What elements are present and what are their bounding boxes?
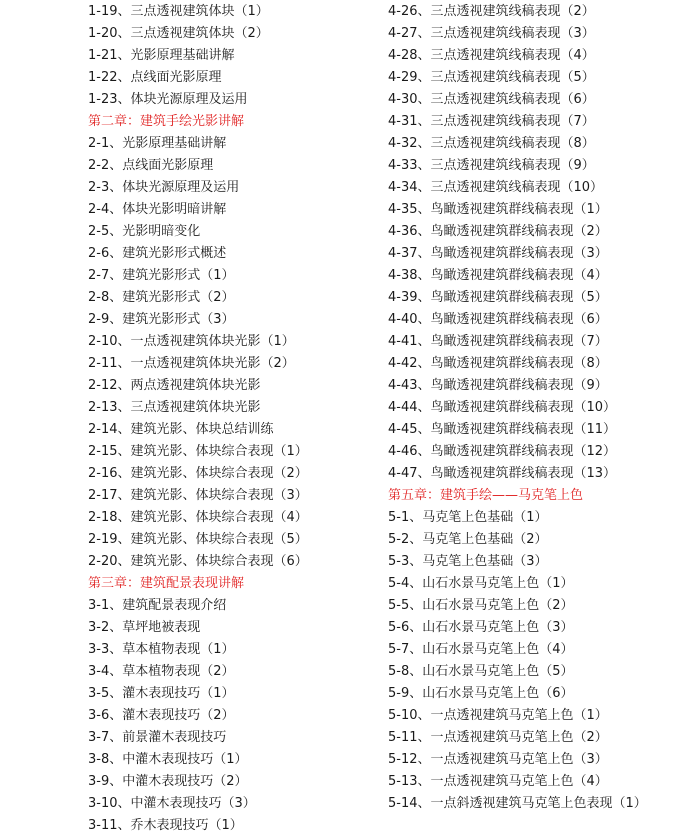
toc-column-right (388, 1, 688, 837)
chapter-heading: 第五章：建筑手绘——马克笔上色 (388, 488, 584, 503)
toc-entry: 5-6、山石水景马克笔上色（3） (388, 620, 574, 635)
toc-entry: 2-6、建筑光影形式概述 (88, 246, 227, 261)
toc-entry: 4-28、三点透视建筑线稿表现（4） (388, 48, 595, 63)
toc-entry: 2-4、体块光影明暗讲解 (88, 202, 227, 217)
toc-entry: 2-5、光影明暗变化 (88, 224, 201, 239)
toc-entry: 4-45、鸟瞰透视建筑群线稿表现（11） (388, 422, 617, 437)
toc-entry: 2-2、点线面光影原理 (88, 158, 214, 173)
toc-entry: 3-6、灌木表现技巧（2） (88, 708, 235, 723)
toc-entry: 4-33、三点透视建筑线稿表现（9） (388, 158, 595, 173)
toc-entry: 4-43、鸟瞰透视建筑群线稿表现（9） (388, 378, 608, 393)
toc-entry: 4-37、鸟瞰透视建筑群线稿表现（3） (388, 246, 608, 261)
toc-entry: 4-38、鸟瞰透视建筑群线稿表现（4） (388, 268, 608, 283)
toc-entry: 2-9、建筑光影形式（3） (88, 312, 235, 327)
toc-entry: 2-13、三点透视建筑体块光影 (88, 400, 261, 415)
toc-column-left (88, 1, 378, 837)
toc-entry: 4-27、三点透视建筑线稿表现（3） (388, 26, 595, 41)
toc-entry: 5-13、一点透视建筑马克笔上色（4） (388, 774, 608, 789)
toc-entry: 3-2、草坪地被表现 (88, 620, 201, 635)
toc-entry: 2-15、建筑光影、体块综合表现（1） (88, 444, 308, 459)
toc-entry: 4-46、鸟瞰透视建筑群线稿表现（12） (388, 444, 617, 459)
toc-entry: 4-34、三点透视建筑线稿表现（10） (388, 180, 604, 195)
toc-entry: 3-10、中灌木表现技巧（3） (88, 796, 256, 811)
toc-entry: 4-47、鸟瞰透视建筑群线稿表现（13） (388, 466, 617, 481)
toc-entry: 4-40、鸟瞰透视建筑群线稿表现（6） (388, 312, 608, 327)
toc-entry: 2-8、建筑光影形式（2） (88, 290, 235, 305)
toc-entry: 3-5、灌木表现技巧（1） (88, 686, 235, 701)
toc-entry: 2-7、建筑光影形式（1） (88, 268, 235, 283)
toc-entry: 1-23、体块光源原理及运用 (88, 92, 248, 107)
toc-entry: 1-21、光影原理基础讲解 (88, 48, 235, 63)
toc-entry: 3-3、草本植物表现（1） (88, 642, 235, 657)
toc-entry: 3-7、前景灌木表现技巧 (88, 730, 227, 745)
toc-entry: 5-4、山石水景马克笔上色（1） (388, 576, 574, 591)
toc-entry: 4-32、三点透视建筑线稿表现（8） (388, 136, 595, 151)
toc-entry: 2-10、一点透视建筑体块光影（1） (88, 334, 295, 349)
toc-entry: 4-29、三点透视建筑线稿表现（5） (388, 70, 595, 85)
toc-entry: 4-31、三点透视建筑线稿表现（7） (388, 114, 595, 129)
toc-entry: 3-9、中灌木表现技巧（2） (88, 774, 248, 789)
toc-entry: 5-12、一点透视建筑马克笔上色（3） (388, 752, 608, 767)
toc-entry: 2-11、一点透视建筑体块光影（2） (88, 356, 295, 371)
toc-entry: 4-36、鸟瞰透视建筑群线稿表现（2） (388, 224, 608, 239)
toc-entry: 2-20、建筑光影、体块综合表现（6） (88, 554, 308, 569)
toc-entry: 4-39、鸟瞰透视建筑群线稿表现（5） (388, 290, 608, 305)
toc-entry: 3-11、乔木表现技巧（1） (88, 818, 243, 833)
toc-entry: 4-35、鸟瞰透视建筑群线稿表现（1） (388, 202, 608, 217)
toc-entry: 5-14、一点斜透视建筑马克笔上色表现（1） (388, 796, 647, 811)
toc-entry: 3-4、草本植物表现（2） (88, 664, 235, 679)
toc-entry: 4-41、鸟瞰透视建筑群线稿表现（7） (388, 334, 608, 349)
toc-entry: 5-10、一点透视建筑马克笔上色（1） (388, 708, 608, 723)
toc-entry: 5-2、马克笔上色基础（2） (388, 532, 548, 547)
toc-entry: 4-26、三点透视建筑线稿表现（2） (388, 4, 595, 19)
toc-entry: 5-9、山石水景马克笔上色（6） (388, 686, 574, 701)
toc-entry: 5-5、山石水景马克笔上色（2） (388, 598, 574, 613)
toc-entry: 2-1、光影原理基础讲解 (88, 136, 227, 151)
toc-entry: 1-22、点线面光影原理 (88, 70, 222, 85)
chapter-heading: 第三章：建筑配景表现讲解 (88, 576, 245, 591)
toc-entry: 5-1、马克笔上色基础（1） (388, 510, 548, 525)
toc-entry: 2-12、两点透视建筑体块光影 (88, 378, 261, 393)
toc-entry: 3-1、建筑配景表现介绍 (88, 598, 227, 613)
toc-entry: 3-8、中灌木表现技巧（1） (88, 752, 248, 767)
toc-entry: 5-3、马克笔上色基础（3） (388, 554, 548, 569)
toc-entry: 4-30、三点透视建筑线稿表现（6） (388, 92, 595, 107)
toc-entry: 2-17、建筑光影、体块综合表现（3） (88, 488, 308, 503)
toc-entry: 2-19、建筑光影、体块综合表现（5） (88, 532, 308, 547)
toc-entry: 1-19、三点透视建筑体块（1） (88, 4, 269, 19)
toc-entry: 2-3、体块光源原理及运用 (88, 180, 240, 195)
toc-entry: 2-18、建筑光影、体块综合表现（4） (88, 510, 308, 525)
toc-entry: 2-16、建筑光影、体块综合表现（2） (88, 466, 308, 481)
toc-entry: 4-42、鸟瞰透视建筑群线稿表现（8） (388, 356, 608, 371)
toc-entry: 5-11、一点透视建筑马克笔上色（2） (388, 730, 608, 745)
toc-entry: 4-44、鸟瞰透视建筑群线稿表现（10） (388, 400, 617, 415)
toc-entry: 5-7、山石水景马克笔上色（4） (388, 642, 574, 657)
toc-entry: 2-14、建筑光影、体块总结训练 (88, 422, 274, 437)
toc-entry: 1-20、三点透视建筑体块（2） (88, 26, 269, 41)
chapter-heading: 第二章：建筑手绘光影讲解 (88, 114, 245, 129)
toc-entry: 5-8、山石水景马克笔上色（5） (388, 664, 574, 679)
